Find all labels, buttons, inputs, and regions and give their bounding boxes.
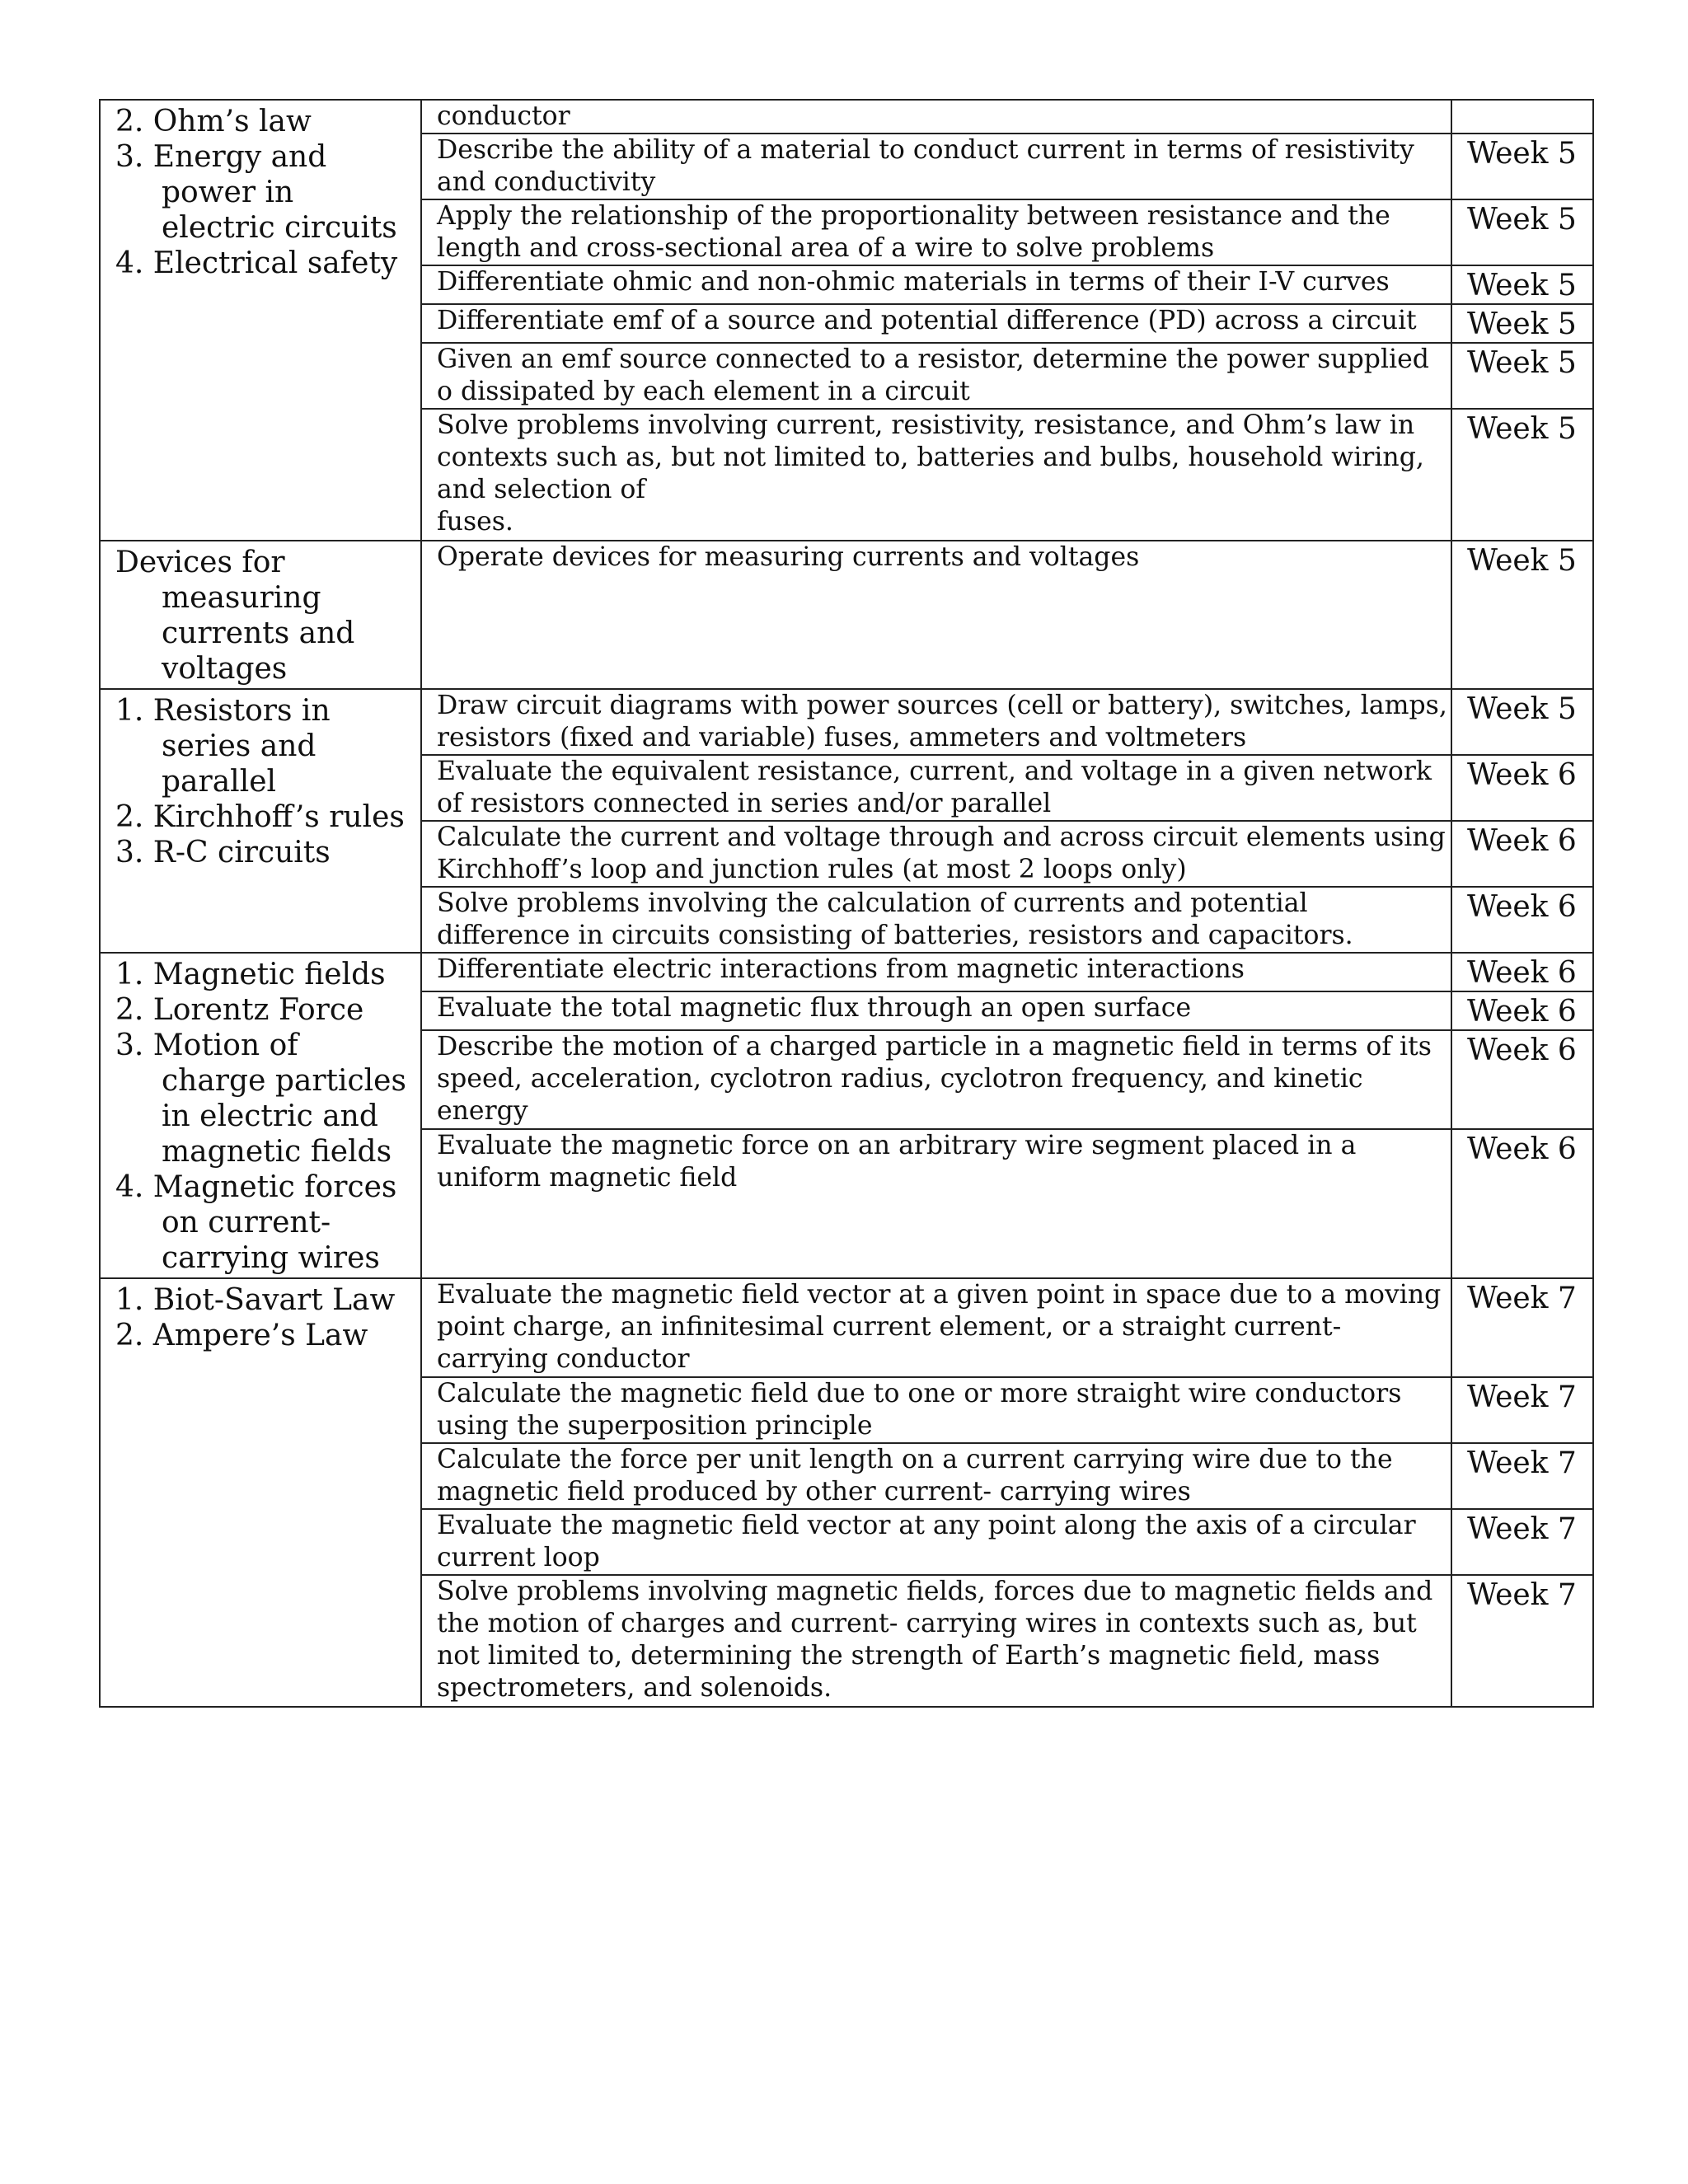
competency-cell: Evaluate the total magnetic flux through an open surface bbox=[421, 991, 1451, 1030]
topic-item: 3. Motion of charge particles in electric and magnetic fields bbox=[115, 1029, 406, 1169]
topic-list bbox=[115, 104, 410, 281]
week-cell: Week 6 bbox=[1451, 755, 1593, 821]
topic-item: 1. Resistors in series and parallel bbox=[115, 694, 331, 799]
topic-item: 3. Energy and power in electric circuits bbox=[115, 140, 397, 245]
competency-cell: Differentiate electric interactions from magnetic interactions bbox=[421, 953, 1451, 991]
week-cell: Week 6 bbox=[1451, 821, 1593, 887]
competency-cell: Evaluate the magnetic field vector at a given point in space due to a moving point charge, an infinitesimal current element, or a straight current-carrying conductor bbox=[421, 1278, 1451, 1377]
week-cell: Week 6 bbox=[1451, 887, 1593, 953]
competency-cell: Differentiate ohmic and non-ohmic materials in terms of their I-V curves bbox=[421, 265, 1451, 304]
competency-cell: Calculate the force per unit length on a current carrying wire due to the magnetic field produced by other current- carrying wires bbox=[421, 1443, 1451, 1509]
competency-cell: Calculate the magnetic field due to one or more straight wire conductors using the superposition principle bbox=[421, 1377, 1451, 1443]
table-row bbox=[100, 541, 1593, 689]
topic-item: 1. Biot-Savart Law bbox=[115, 1283, 396, 1317]
topic-item: 4. Magnetic forces on current-carrying wires bbox=[115, 1170, 397, 1275]
week-cell: Week 6 bbox=[1451, 953, 1593, 991]
week-cell: Week 5 bbox=[1451, 304, 1593, 343]
week-cell: Week 6 bbox=[1451, 1129, 1593, 1278]
table-row bbox=[100, 953, 1593, 991]
topic-item: 4. Electrical safety bbox=[115, 246, 398, 280]
topic-item: 1. Magnetic fields bbox=[115, 958, 386, 991]
competency-cell: Given an emf source connected to a resistor, determine the power supplied o dissipated by each element in a circuit bbox=[421, 343, 1451, 409]
topic-list bbox=[115, 1282, 410, 1353]
table-row bbox=[100, 100, 1593, 134]
week-cell: Week 5 bbox=[1451, 265, 1593, 304]
table-row bbox=[100, 689, 1593, 755]
topic-item: 2. Lorentz Force bbox=[115, 993, 364, 1027]
topic-text: Devices for measuring currents and voltages bbox=[115, 546, 355, 686]
competency-cell: Operate devices for measuring currents and voltages bbox=[421, 541, 1451, 689]
competency-cell: Draw circuit diagrams with power sources (cell or battery), switches, lamps, resistors (fixed and variable) fuses, ammeters and voltmeters bbox=[421, 689, 1451, 755]
topic-list bbox=[115, 693, 410, 870]
competency-cell: Describe the motion of a charged particle in a magnetic field in terms of its speed, acceleration, cyclotron radius, cyclotron frequency, and kinetic energy bbox=[421, 1030, 1451, 1129]
competency-cell: Solve problems involving current, resistivity, resistance, and Ohm’s law in contexts such as, but not limited to, batteries and bulbs, household wiring, and selection of fuses. bbox=[421, 409, 1451, 541]
topic-cell bbox=[100, 100, 421, 541]
week-cell: Week 7 bbox=[1451, 1575, 1593, 1707]
topic-item: 2. Ohm’s law bbox=[115, 105, 312, 138]
topic-item: 2. Ampere’s Law bbox=[115, 1319, 368, 1352]
competency-cell: Describe the ability of a material to conduct current in terms of resistivity and conductivity bbox=[421, 134, 1451, 199]
week-cell: Week 7 bbox=[1451, 1377, 1593, 1443]
topic-list bbox=[115, 957, 410, 1276]
competency-cell: Evaluate the magnetic force on an arbitrary wire segment placed in a uniform magnetic field bbox=[421, 1129, 1451, 1278]
competency-cell: Differentiate emf of a source and potential difference (PD) across a circuit bbox=[421, 304, 1451, 343]
week-cell: Week 6 bbox=[1451, 991, 1593, 1030]
competency-cell: Solve problems involving magnetic fields, forces due to magnetic fields and the motion of charges and current- carrying wires in contexts such as, but not limited to, determining the strength of Earth’s magnetic field, mass spectrometers, and solenoids. bbox=[421, 1575, 1451, 1707]
competency-cell: Solve problems involving the calculation of currents and potential difference in circuits consisting of batteries, resistors and capacitors. bbox=[421, 887, 1451, 953]
competency-table bbox=[99, 99, 1594, 1708]
curriculum-page bbox=[99, 99, 1592, 1708]
competency-cell: Apply the relationship of the proportionality between resistance and the length and cross-sectional area of a wire to solve problems bbox=[421, 199, 1451, 265]
topic-cell bbox=[100, 689, 421, 953]
topic-cell bbox=[100, 1278, 421, 1707]
topic-item: 2. Kirchhoff’s rules bbox=[115, 800, 405, 834]
week-cell: Week 5 bbox=[1451, 541, 1593, 689]
competency-cell: Evaluate the magnetic field vector at any point along the axis of a circular current loop bbox=[421, 1509, 1451, 1575]
week-cell: Week 5 bbox=[1451, 689, 1593, 755]
week-cell: Week 5 bbox=[1451, 409, 1593, 541]
week-cell bbox=[1451, 100, 1593, 134]
week-cell: Week 5 bbox=[1451, 134, 1593, 199]
topic-cell bbox=[100, 541, 421, 689]
week-cell: Week 5 bbox=[1451, 343, 1593, 409]
competency-cell: Evaluate the equivalent resistance, current, and voltage in a given network of resistors connected in series and/or parallel bbox=[421, 755, 1451, 821]
week-cell: Week 6 bbox=[1451, 1030, 1593, 1129]
competency-cell: conductor bbox=[421, 100, 1451, 134]
topic-item: 3. R-C circuits bbox=[115, 836, 331, 869]
topic-cell bbox=[100, 953, 421, 1278]
table-row bbox=[100, 1278, 1593, 1377]
week-cell: Week 7 bbox=[1451, 1443, 1593, 1509]
week-cell: Week 7 bbox=[1451, 1509, 1593, 1575]
week-cell: Week 7 bbox=[1451, 1278, 1593, 1377]
competency-cell: Calculate the current and voltage through and across circuit elements using Kirchhoff’s loop and junction rules (at most 2 loops only) bbox=[421, 821, 1451, 887]
week-cell: Week 5 bbox=[1451, 199, 1593, 265]
table-body bbox=[100, 100, 1593, 1707]
